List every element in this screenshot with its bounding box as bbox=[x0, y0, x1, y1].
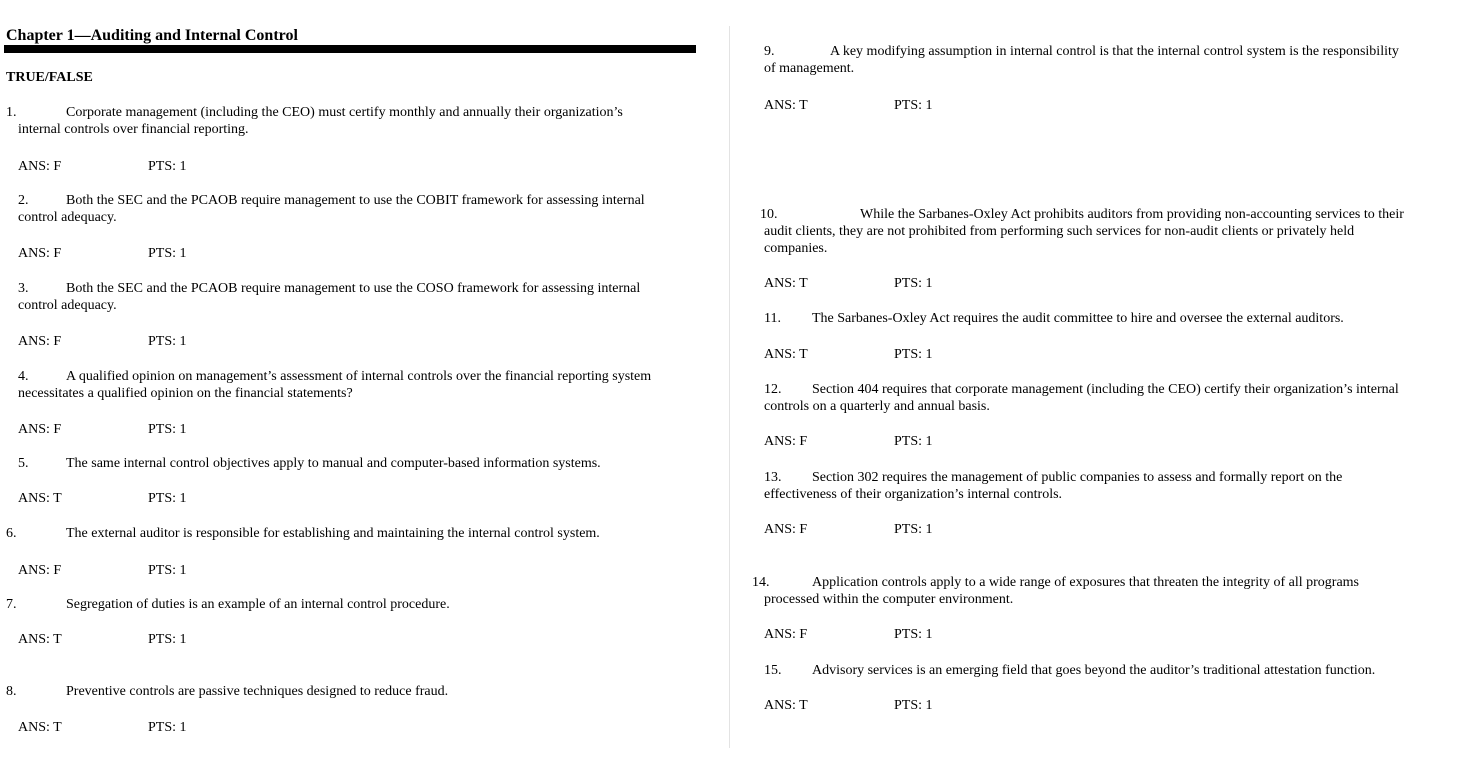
answer-line-9 bbox=[764, 97, 933, 114]
answer-line-4 bbox=[18, 421, 187, 438]
question-text-continued: control adequacy. bbox=[18, 210, 117, 225]
question-number: 5. bbox=[18, 456, 29, 471]
question-8 bbox=[6, 683, 448, 700]
question-text: Application controls apply to a wide range of exposures that threaten the integrity of all programs bbox=[812, 575, 1360, 590]
answer-key: ANS: F bbox=[18, 246, 62, 261]
answer-line-1 bbox=[18, 158, 187, 175]
question-4 bbox=[18, 368, 651, 402]
title-rule bbox=[4, 45, 696, 53]
question-line bbox=[18, 368, 651, 385]
answer-key: ANS: T bbox=[18, 491, 62, 506]
question-text: Corporate management (including the CEO) must certify monthly and annually their organization’s bbox=[66, 105, 623, 120]
question-number: 6. bbox=[6, 526, 17, 541]
points-value: PTS: 1 bbox=[148, 422, 187, 437]
answer-line-10 bbox=[764, 275, 933, 292]
question-line bbox=[6, 596, 450, 613]
column-divider bbox=[729, 26, 730, 748]
question-text: Preventive controls are passive techniques designed to reduce fraud. bbox=[66, 684, 449, 699]
points-value: PTS: 1 bbox=[148, 563, 187, 578]
question-12 bbox=[764, 381, 1399, 415]
answer-line-15 bbox=[764, 697, 933, 714]
answer-line-3 bbox=[18, 333, 187, 350]
points-value: PTS: 1 bbox=[894, 276, 933, 291]
answer-key: ANS: F bbox=[764, 627, 808, 642]
question-number: 9. bbox=[764, 44, 775, 59]
question-text-continued: of management. bbox=[764, 61, 855, 76]
question-text: The external auditor is responsible for establishing and maintaining the internal control system. bbox=[66, 526, 600, 541]
question-text-continued: control adequacy. bbox=[18, 298, 117, 313]
answer-key: ANS: T bbox=[18, 720, 62, 735]
question-line bbox=[18, 280, 640, 297]
question-10 bbox=[760, 206, 1404, 257]
question-text-continued: audit clients, they are not prohibited from performing such services for non-audit clients or privately held bbox=[764, 224, 1355, 239]
question-9 bbox=[764, 43, 1399, 77]
points-value: PTS: 1 bbox=[894, 98, 933, 113]
question-2 bbox=[18, 192, 645, 226]
answer-line-7 bbox=[18, 631, 187, 648]
question-line bbox=[6, 683, 448, 700]
answer-key: ANS: T bbox=[18, 632, 62, 647]
question-text: Advisory services is an emerging field that goes beyond the auditor’s traditional attestation function. bbox=[812, 663, 1376, 678]
question-text-continued: controls on a quarterly and annual basis. bbox=[764, 399, 990, 414]
question-number: 11. bbox=[764, 311, 781, 326]
question-text: Section 404 requires that corporate management (including the CEO) certify their organization’s internal bbox=[812, 382, 1399, 397]
answer-line-12 bbox=[764, 433, 933, 450]
question-text: While the Sarbanes-Oxley Act prohibits auditors from providing non-accounting services to their bbox=[860, 207, 1404, 222]
answer-key: ANS: F bbox=[18, 334, 62, 349]
answer-line-6 bbox=[18, 562, 187, 579]
question-15 bbox=[764, 662, 1375, 679]
points-value: PTS: 1 bbox=[148, 334, 187, 349]
question-line bbox=[752, 574, 1359, 591]
question-text: Section 302 requires the management of public companies to assess and formally report on the bbox=[812, 470, 1343, 485]
question-line bbox=[764, 43, 1399, 60]
question-text: A key modifying assumption in internal control is that the internal control system is the responsibility bbox=[830, 44, 1399, 59]
question-text: Both the SEC and the PCAOB require management to use the COSO framework for assessing internal bbox=[66, 281, 641, 296]
question-text: The same internal control objectives apply to manual and computer-based information systems. bbox=[66, 456, 601, 471]
points-value: PTS: 1 bbox=[894, 522, 933, 537]
question-line bbox=[18, 455, 601, 472]
answer-key: ANS: T bbox=[764, 347, 808, 362]
question-text: A qualified opinion on management’s assessment of internal controls over the financial reporting system bbox=[66, 369, 652, 384]
points-value: PTS: 1 bbox=[148, 720, 187, 735]
answer-key: ANS: F bbox=[18, 159, 62, 174]
answer-key: ANS: F bbox=[18, 563, 62, 578]
answer-line-2 bbox=[18, 245, 187, 262]
chapter-title: Chapter 1—Auditing and Internal Control bbox=[6, 27, 298, 44]
question-7 bbox=[6, 596, 450, 613]
answer-key: ANS: F bbox=[764, 522, 808, 537]
question-line bbox=[764, 662, 1375, 679]
answer-key: ANS: T bbox=[764, 98, 808, 113]
question-number: 10. bbox=[760, 207, 778, 222]
points-value: PTS: 1 bbox=[894, 627, 933, 642]
answer-key: ANS: T bbox=[764, 698, 808, 713]
question-line bbox=[6, 525, 600, 542]
question-text-continued: processed within the computer environment. bbox=[764, 592, 1014, 607]
question-5 bbox=[18, 455, 601, 472]
points-value: PTS: 1 bbox=[894, 434, 933, 449]
question-13 bbox=[764, 469, 1342, 503]
points-value: PTS: 1 bbox=[894, 347, 933, 362]
answer-line-8 bbox=[18, 719, 187, 736]
points-value: PTS: 1 bbox=[148, 632, 187, 647]
question-number: 3. bbox=[18, 281, 29, 296]
question-text-continued: companies. bbox=[764, 241, 828, 256]
question-3 bbox=[18, 280, 640, 314]
question-number: 2. bbox=[18, 193, 29, 208]
question-text-continued: internal controls over financial reporting. bbox=[18, 122, 249, 137]
points-value: PTS: 1 bbox=[894, 698, 933, 713]
question-1 bbox=[6, 104, 623, 138]
question-line bbox=[764, 310, 1344, 327]
question-number: 13. bbox=[764, 470, 782, 485]
question-number: 4. bbox=[18, 369, 29, 384]
question-line bbox=[6, 104, 623, 121]
answer-line-11 bbox=[764, 346, 933, 363]
question-6 bbox=[6, 525, 600, 542]
question-text: Both the SEC and the PCAOB require management to use the COBIT framework for assessing internal bbox=[66, 193, 645, 208]
question-text: Segregation of duties is an example of an internal control procedure. bbox=[66, 597, 450, 612]
answer-key: ANS: F bbox=[764, 434, 808, 449]
question-text: The Sarbanes-Oxley Act requires the audit committee to hire and oversee the external auditors. bbox=[812, 311, 1344, 326]
question-line bbox=[760, 206, 1404, 223]
question-number: 8. bbox=[6, 684, 17, 699]
question-number: 15. bbox=[764, 663, 782, 678]
answer-key: ANS: T bbox=[764, 276, 808, 291]
question-text-continued: necessitates a qualified opinion on the financial statements? bbox=[18, 386, 353, 401]
question-number: 14. bbox=[752, 575, 770, 590]
points-value: PTS: 1 bbox=[148, 246, 187, 261]
answer-line-14 bbox=[764, 626, 933, 643]
answer-line-5 bbox=[18, 490, 187, 507]
points-value: PTS: 1 bbox=[148, 491, 187, 506]
question-number: 12. bbox=[764, 382, 782, 397]
question-number: 1. bbox=[6, 105, 17, 120]
question-11 bbox=[764, 310, 1344, 327]
section-heading: TRUE/FALSE bbox=[6, 70, 93, 85]
points-value: PTS: 1 bbox=[148, 159, 187, 174]
question-line bbox=[764, 381, 1399, 398]
answer-line-13 bbox=[764, 521, 933, 538]
question-text-continued: effectiveness of their organization’s internal controls. bbox=[764, 487, 1063, 502]
question-14 bbox=[752, 574, 1359, 608]
question-line bbox=[764, 469, 1342, 486]
question-number: 7. bbox=[6, 597, 17, 612]
question-line bbox=[18, 192, 645, 209]
answer-key: ANS: F bbox=[18, 422, 62, 437]
